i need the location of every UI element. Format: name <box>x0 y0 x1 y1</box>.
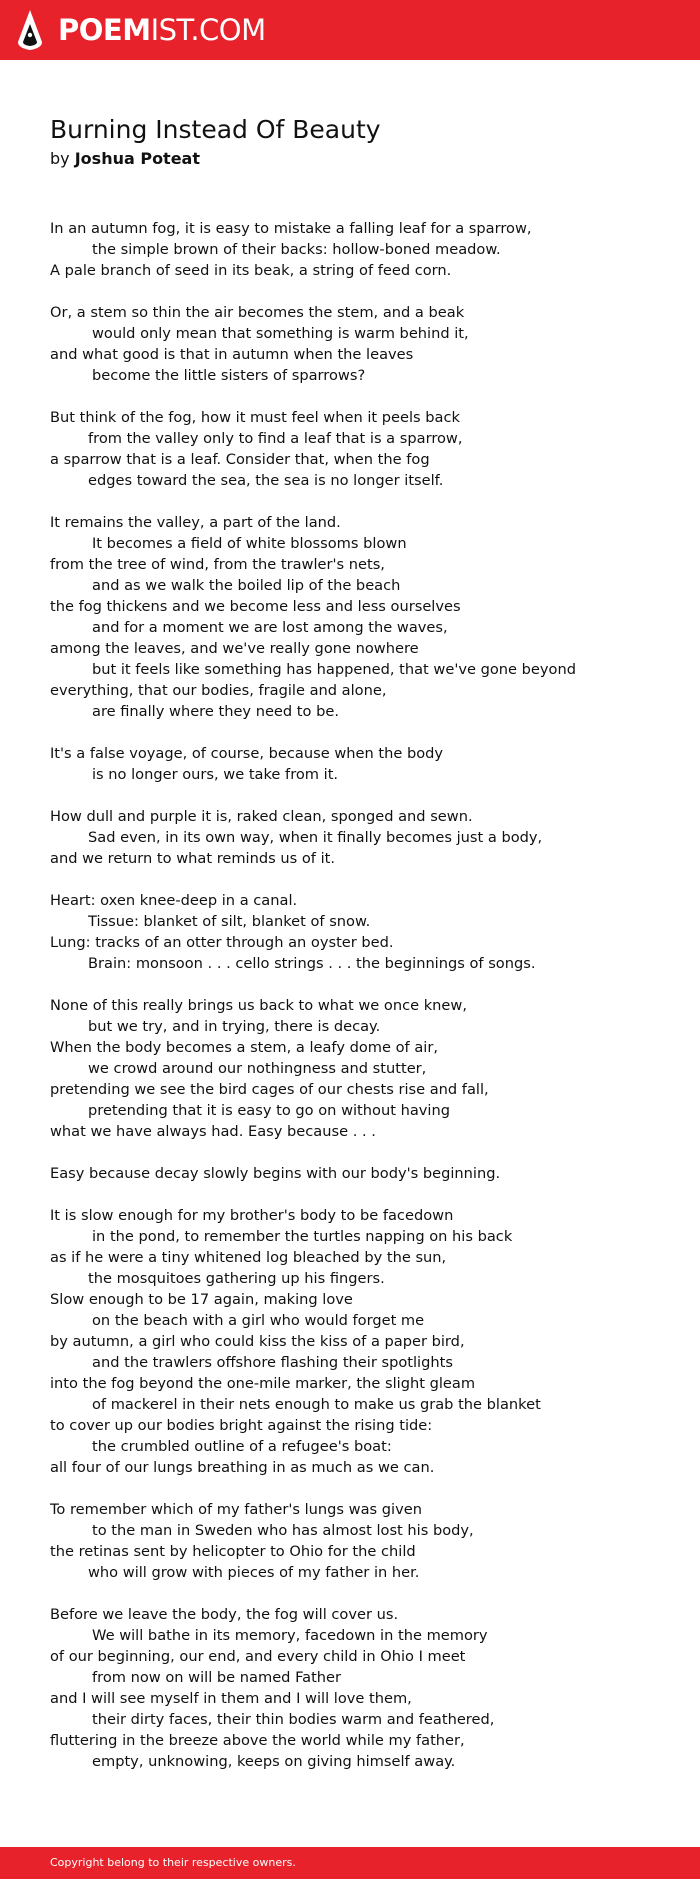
poem-line: everything, that our bodies, fragile and alone, <box>50 682 387 699</box>
poem-line: to cover up our bodies bright against the rising tide: <box>50 1417 433 1434</box>
poem-line: by autumn, a girl who could kiss the kiss of a paper bird, <box>50 1333 465 1350</box>
poem-line: Slow enough to be 17 again, making love <box>50 1291 353 1308</box>
site-footer <box>0 1847 700 1879</box>
poem-heading <box>50 114 381 170</box>
copyright-notice: Copyright belong to their respective owners. <box>50 1856 296 1869</box>
poem-line: It's a false voyage, of course, because when the body <box>50 745 444 762</box>
poem-line: and what good is that in autumn when the leaves <box>50 346 414 363</box>
poem-line: become the little sisters of sparrows? <box>92 367 366 384</box>
poem-line: pretending we see the bird cages of our chests rise and fall, <box>50 1081 489 1098</box>
brand-name <box>58 12 266 47</box>
poem-line: is no longer ours, we take from it. <box>92 766 339 783</box>
poem-line: Lung: tracks of an otter through an oyster bed. <box>50 934 394 951</box>
brand-bold: POEM <box>58 12 151 47</box>
poem-line: but it feels like something has happened, that we've gone beyond <box>92 661 576 678</box>
poem-line: Sad even, in its own way, when it finally becomes just a body, <box>88 829 543 846</box>
poem-line: the crumbled outline of a refugee's boat: <box>92 1438 392 1455</box>
poem-line: Before we leave the body, the fog will cover us. <box>50 1606 399 1623</box>
pen-nib-icon <box>16 8 44 52</box>
poem-line: We will bathe in its memory, facedown in the memory <box>92 1627 488 1644</box>
poem-line: Heart: oxen knee-deep in a canal. <box>50 892 298 909</box>
poem-line: fluttering in the breeze above the world while my father, <box>50 1732 465 1749</box>
poem-line: Or, a stem so thin the air becomes the stem, and a beak <box>50 304 465 321</box>
poem-line: among the leaves, and we've really gone nowhere <box>50 640 419 657</box>
poem-line: pretending that it is easy to go on without having <box>88 1102 450 1119</box>
poem-line: from now on will be named Father <box>92 1669 342 1686</box>
poem-line: and I will see myself in them and I will love them, <box>50 1690 412 1707</box>
poem-line: and as we walk the boiled lip of the beach <box>92 577 401 594</box>
poem-line: as if he were a tiny whitened log bleached by the sun, <box>50 1249 447 1266</box>
byline <box>50 148 381 170</box>
poem-line: But think of the fog, how it must feel when it peels back <box>50 409 460 426</box>
poem-line: into the fog beyond the one-mile marker, the slight gleam <box>50 1375 476 1392</box>
poem-line: A pale branch of seed in its beak, a string of feed corn. <box>50 262 452 279</box>
poem-line: edges toward the sea, the sea is no longer itself. <box>88 472 444 489</box>
poem-line: Tissue: blanket of silt, blanket of snow. <box>88 913 371 930</box>
poem-line: empty, unknowing, keeps on giving himself away. <box>92 1753 456 1770</box>
poem-line: of mackerel in their nets enough to make us grab the blanket <box>92 1396 541 1413</box>
poem-line: who will grow with pieces of my father in her. <box>88 1564 420 1581</box>
poem-line: When the body becomes a stem, a leafy dome of air, <box>50 1039 438 1056</box>
poem-line: In an autumn fog, it is easy to mistake a falling leaf for a sparrow, <box>50 220 532 237</box>
poem-line: Easy because decay slowly begins with our body's beginning. <box>50 1165 501 1182</box>
poem-line: the fog thickens and we become less and less ourselves <box>50 598 461 615</box>
poem-line: their dirty faces, their thin bodies warm and feathered, <box>92 1711 495 1728</box>
poem-line: on the beach with a girl who would forget me <box>92 1312 425 1329</box>
site-logo[interactable] <box>16 8 266 52</box>
poem-line: we crowd around our nothingness and stutter, <box>88 1060 427 1077</box>
stanza-break <box>50 1184 670 1205</box>
poem-line: the mosquitoes gathering up his fingers. <box>88 1270 385 1287</box>
poem-line: would only mean that something is warm behind it, <box>92 325 469 342</box>
poem-line: and we return to what reminds us of it. <box>50 850 335 867</box>
poem-line: the simple brown of their backs: hollow-boned meadow. <box>92 241 501 258</box>
poem-line: and for a moment we are lost among the waves, <box>92 619 448 636</box>
poem-line: It becomes a field of white blossoms blown <box>92 535 407 552</box>
poem-line: of our beginning, our end, and every child in Ohio I meet <box>50 1648 466 1665</box>
site-header <box>0 0 700 60</box>
author-name[interactable]: Joshua Poteat <box>74 149 200 168</box>
stanza-break <box>50 1142 670 1163</box>
poem-line: To remember which of my father's lungs was given <box>50 1501 422 1518</box>
stanza-break <box>50 785 670 806</box>
stanza-break <box>50 1478 670 1499</box>
brand-light: IST.COM <box>150 12 266 47</box>
poem-line: None of this really brings us back to what we once knew, <box>50 997 467 1014</box>
stanza-break <box>50 722 670 743</box>
poem-line: Brain: monsoon . . . cello strings . . . the beginnings of songs. <box>88 955 536 972</box>
poem-line: all four of our lungs breathing in as much as we can. <box>50 1459 435 1476</box>
poem-line: from the tree of wind, from the trawler's nets, <box>50 556 385 573</box>
poem-body <box>50 218 670 1772</box>
stanza-break <box>50 869 670 890</box>
poem-line: are finally where they need to be. <box>92 703 339 720</box>
poem-line: and the trawlers offshore flashing their spotlights <box>92 1354 453 1371</box>
poem-line: the retinas sent by helicopter to Ohio for the child <box>50 1543 416 1560</box>
stanza-break <box>50 281 670 302</box>
poem-line: in the pond, to remember the turtles napping on his back <box>92 1228 513 1245</box>
poem-line: from the valley only to find a leaf that is a sparrow, <box>88 430 463 447</box>
poem-line: It is slow enough for my brother's body to be facedown <box>50 1207 454 1224</box>
stanza-break <box>50 491 670 512</box>
poem-line: what we have always had. Easy because . . . <box>50 1123 376 1140</box>
poem-line: but we try, and in trying, there is decay. <box>88 1018 381 1035</box>
by-label: by <box>50 149 70 168</box>
poem-line: to the man in Sweden who has almost lost his body, <box>92 1522 474 1539</box>
stanza-break <box>50 1583 670 1604</box>
poem-line: It remains the valley, a part of the land. <box>50 514 341 531</box>
stanza-break <box>50 386 670 407</box>
stanza-break <box>50 974 670 995</box>
poem-line: a sparrow that is a leaf. Consider that, when the fog <box>50 451 430 468</box>
poem-line: How dull and purple it is, raked clean, sponged and sewn. <box>50 808 473 825</box>
poem-title: Burning Instead Of Beauty <box>50 115 381 144</box>
